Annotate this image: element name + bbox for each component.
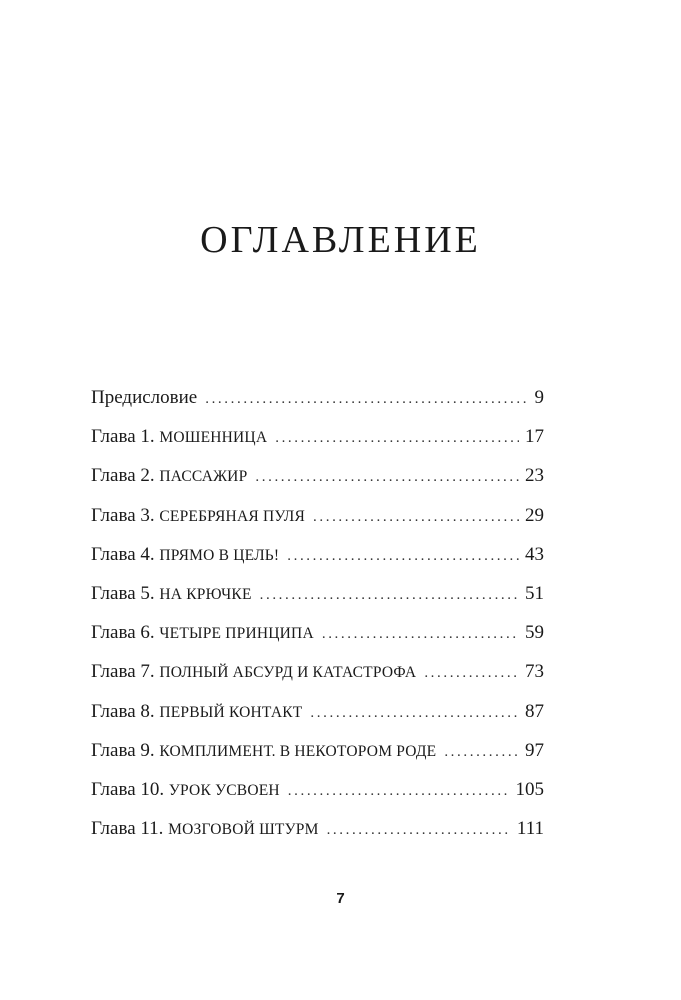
dot-leader	[327, 812, 511, 848]
toc-entry-label	[91, 537, 279, 574]
toc-entry-label	[91, 654, 416, 691]
toc-chapter-prefix: Глава 1.	[91, 426, 160, 448]
toc-page-number: 17	[525, 426, 544, 448]
toc-chapter-prefix: Глава 8.	[91, 700, 160, 722]
toc-page-number: 59	[525, 622, 544, 644]
dot-leader	[322, 616, 519, 652]
toc-page-number: 43	[525, 543, 544, 565]
toc-page-number: 87	[525, 700, 544, 722]
toc-page-number: 23	[525, 465, 544, 487]
toc-entry-label	[91, 733, 436, 770]
toc-entry-label	[91, 772, 280, 809]
toc-entry-label	[91, 498, 305, 535]
toc-entry	[91, 654, 544, 693]
page-number: 7	[336, 890, 345, 907]
toc-chapter-prefix: Глава 9.	[91, 739, 160, 761]
toc-entry-label	[91, 458, 247, 495]
toc-chapter-prefix: Глава 11.	[91, 818, 169, 840]
table-of-contents	[91, 380, 544, 850]
toc-page-number: 105	[515, 778, 544, 800]
toc-chapter-title: КОМПЛИМЕНТ. В НЕКОТОРОМ РОДЕ	[159, 742, 437, 760]
toc-entry	[91, 811, 544, 850]
toc-entry-label	[91, 811, 319, 848]
dot-leader	[255, 459, 519, 495]
dot-leader	[205, 381, 528, 417]
toc-page-number: 51	[525, 582, 544, 604]
toc-entry	[91, 458, 544, 497]
dot-leader	[424, 655, 519, 691]
toc-page-number: 29	[525, 504, 544, 526]
dot-leader	[444, 734, 519, 770]
toc-page-number: 9	[534, 387, 544, 408]
toc-chapter-prefix: Предисловие	[91, 387, 198, 408]
toc-entry	[91, 772, 544, 811]
dot-leader	[313, 499, 519, 535]
toc-entry-label	[91, 576, 252, 613]
toc-chapter-title: УРОК УСВОЕН	[168, 781, 280, 799]
toc-entry	[91, 498, 544, 537]
dot-leader	[275, 420, 519, 456]
toc-page-number: 111	[516, 818, 544, 840]
toc-chapter-title: ПОЛНЫЙ АБСУРД И КАТАСТРОФА	[159, 664, 417, 682]
toc-page-number: 97	[525, 739, 544, 761]
toc-entry	[91, 576, 544, 615]
toc-entry-label	[91, 694, 302, 731]
toc-chapter-prefix: Глава 7.	[91, 661, 160, 683]
toc-chapter-title: НА КРЮЧКЕ	[159, 585, 252, 603]
toc-chapter-title: СЕРЕБРЯНАЯ ПУЛЯ	[159, 507, 306, 525]
toc-chapter-title: ПРЯМО В ЦЕЛЬ!	[159, 546, 280, 564]
toc-chapter-prefix: Глава 6.	[91, 622, 160, 644]
toc-chapter-title: МОЗГОВОЙ ШТУРМ	[168, 821, 319, 839]
toc-entry	[91, 419, 544, 458]
toc-chapter-title: МОШЕННИЦА	[159, 429, 268, 447]
toc-chapter-prefix: Глава 3.	[91, 504, 160, 526]
toc-entry	[91, 694, 544, 733]
dot-leader	[310, 695, 519, 731]
toc-entry	[91, 380, 544, 419]
toc-entry-label	[91, 615, 314, 652]
toc-chapter-prefix: Глава 5.	[91, 582, 160, 604]
toc-chapter-prefix: Глава 10.	[91, 778, 169, 800]
dot-leader	[287, 538, 519, 574]
toc-entry-label	[91, 380, 197, 417]
dot-leader	[288, 773, 510, 809]
toc-chapter-title: ЧЕТЫРЕ ПРИНЦИПА	[159, 625, 314, 643]
toc-chapter-title: ПЕРВЫЙ КОНТАКТ	[159, 703, 303, 721]
toc-page-number: 73	[525, 661, 544, 683]
toc-entry	[91, 537, 544, 576]
toc-entry	[91, 733, 544, 772]
dot-leader	[260, 577, 519, 613]
toc-chapter-title: ПАССАЖИР	[159, 468, 248, 486]
toc-entry-label	[91, 419, 267, 456]
toc-entry	[91, 615, 544, 654]
toc-chapter-prefix: Глава 4.	[91, 543, 160, 565]
page-title: ОГЛАВЛЕНИЕ	[200, 219, 481, 261]
toc-chapter-prefix: Глава 2.	[91, 465, 160, 487]
